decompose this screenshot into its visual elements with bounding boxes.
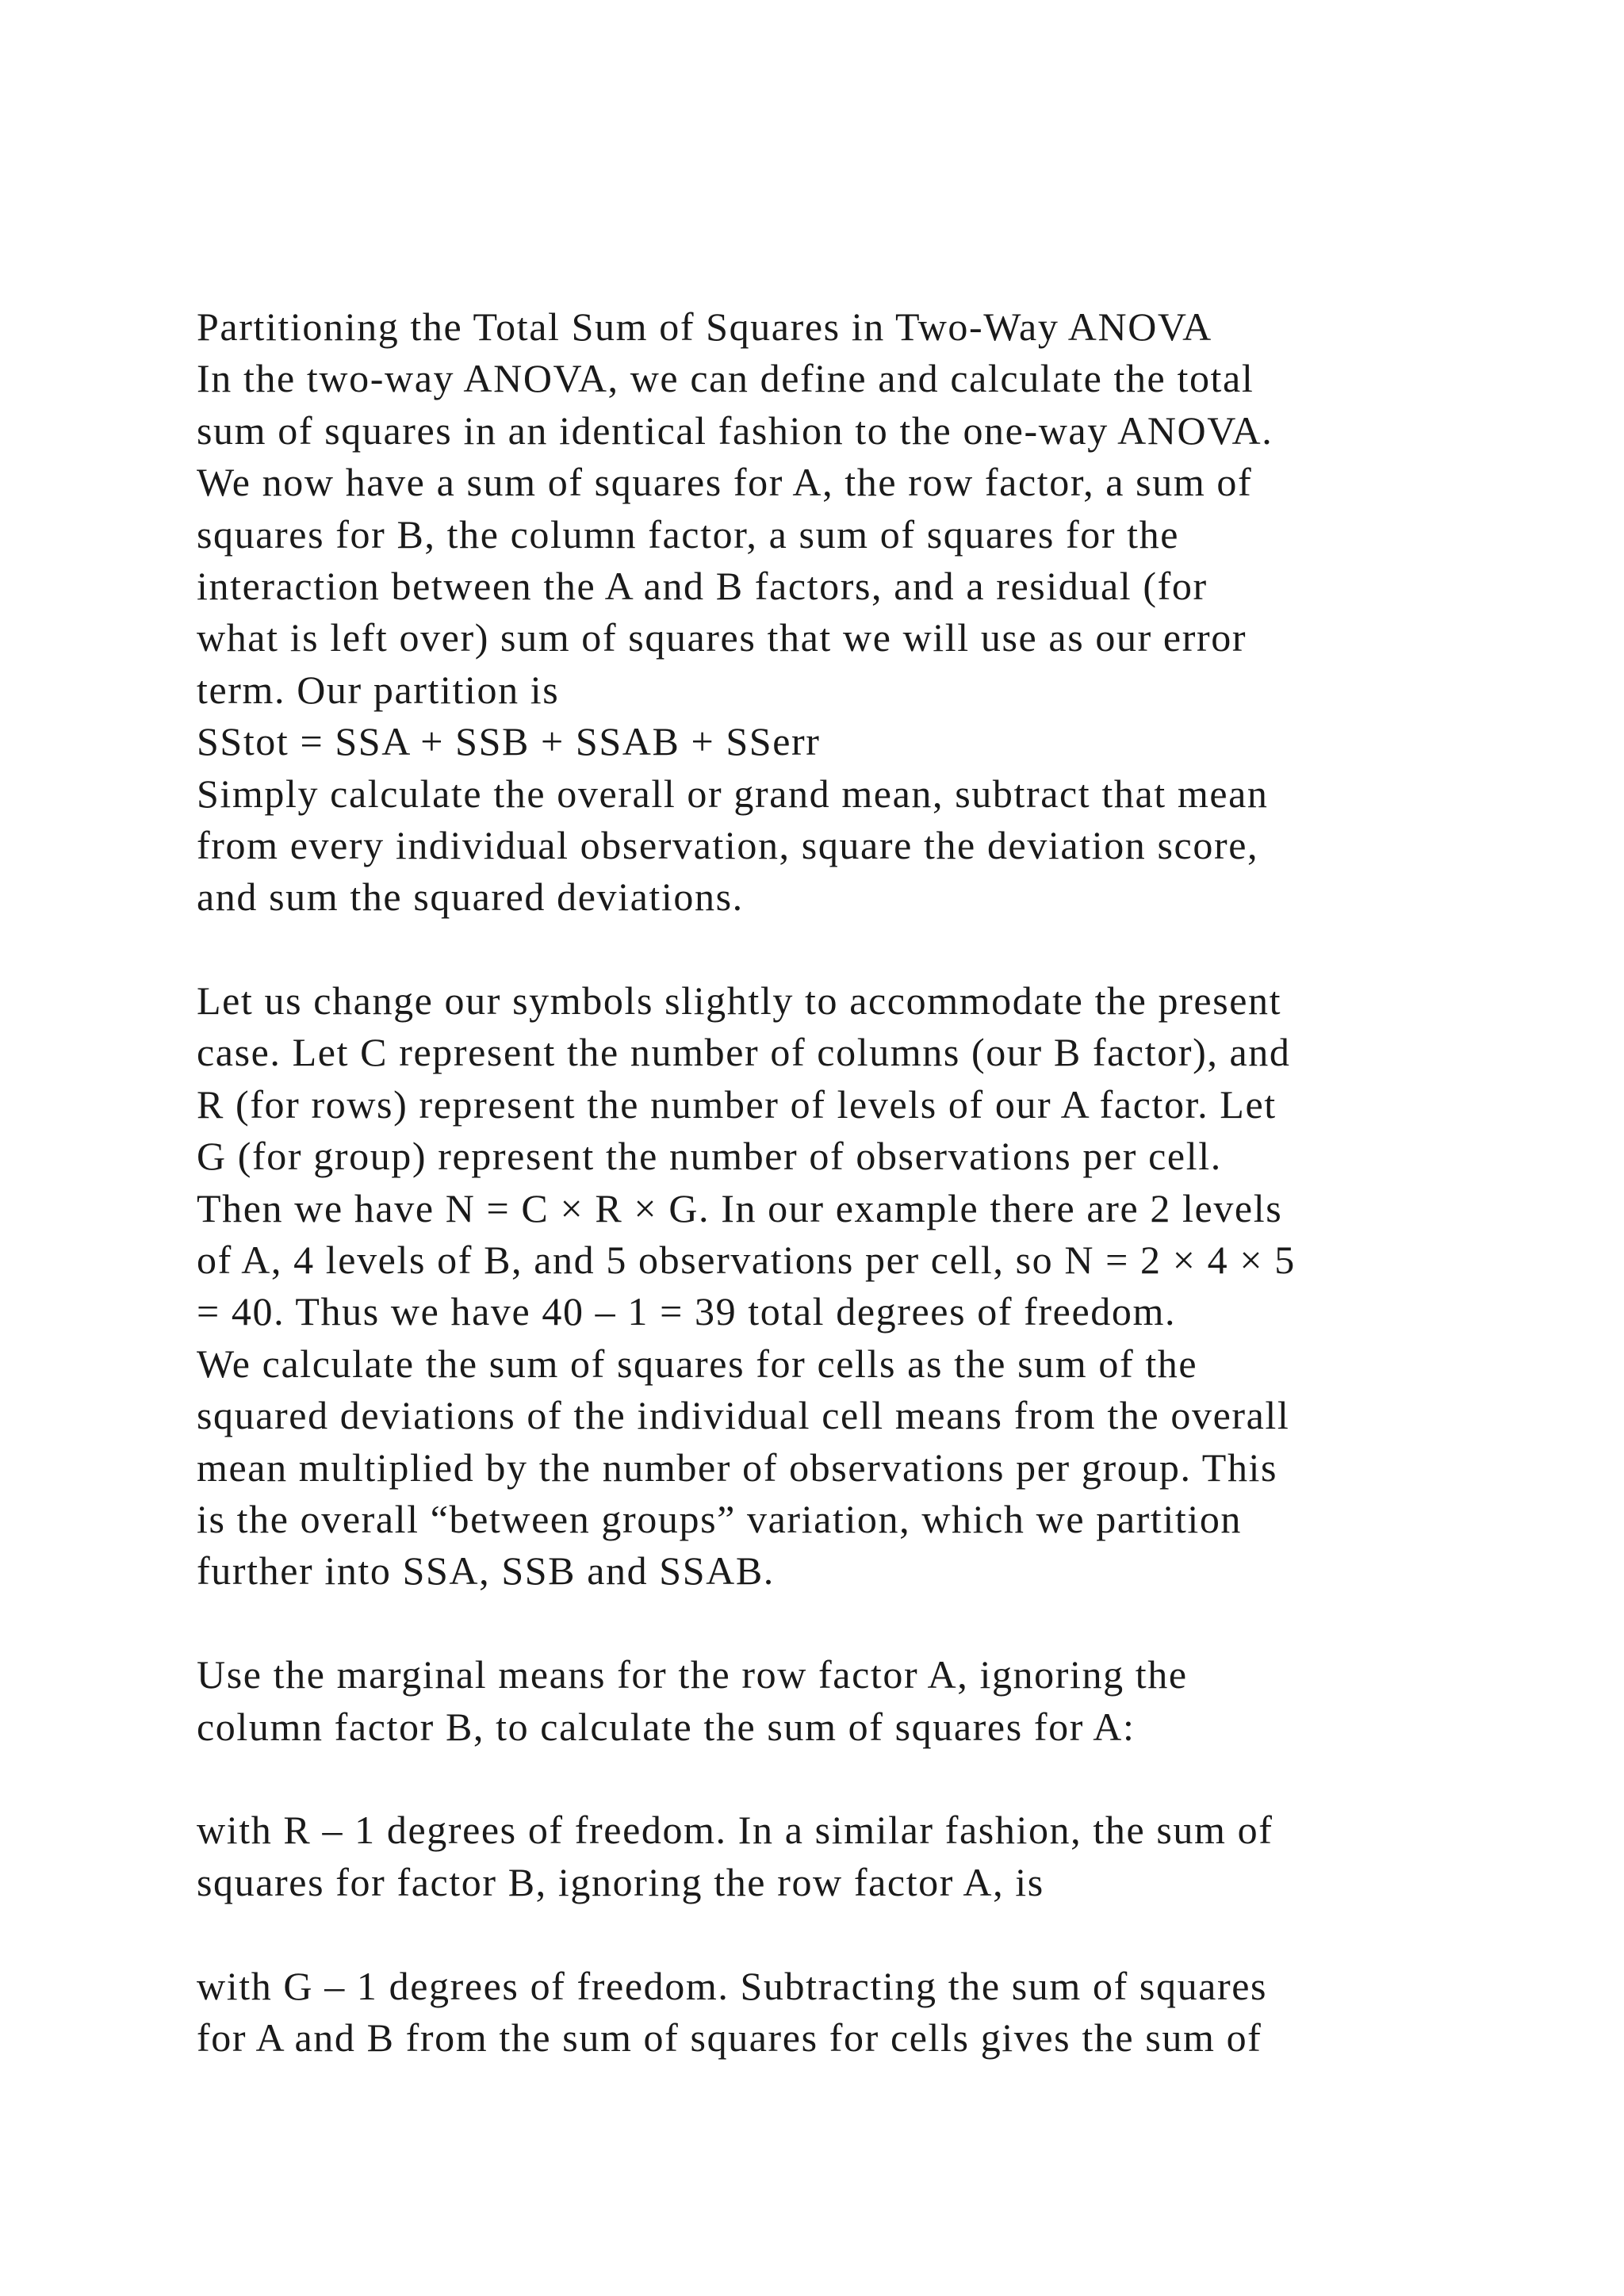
text-line: sum of squares in an identical fashion to the one-way ANOVA. <box>197 408 1274 453</box>
text-line: what is left over) sum of squares that we will use as our error <box>197 615 1247 660</box>
blank-line <box>197 1908 1465 1960</box>
text-line: = 40. Thus we have 40 – 1 = 39 total degrees of freedom. <box>197 1289 1177 1334</box>
text-line: term. Our partition is <box>197 667 560 712</box>
document-title: Partitioning the Total Sum of Squares in Two-Way ANOVA <box>197 304 1212 349</box>
text-line: G (for group) represent the number of observations per cell. <box>197 1134 1222 1179</box>
blank-line <box>197 1753 1465 1804</box>
text-line: further into SSA, SSB and SSAB. <box>197 1548 775 1594</box>
text-line: and sum the squared deviations. <box>197 874 744 920</box>
text-line: squares for factor B, ignoring the row factor A, is <box>197 1859 1044 1904</box>
text-line: with R – 1 degrees of freedom. In a similar fashion, the sum of <box>197 1808 1274 1853</box>
partition-formula: SStot = SSA + SSB + SSAB + SSerr <box>197 719 821 764</box>
blank-line <box>197 924 1465 975</box>
text-line: interaction between the A and B factors, and a residual (for <box>197 563 1208 608</box>
text-line: case. Let C represent the number of columns (our B factor), and <box>197 1030 1291 1075</box>
text-line: squares for B, the column factor, a sum of squares for the <box>197 511 1180 557</box>
text-line: R (for rows) represent the number of levels of our A factor. Let <box>197 1081 1277 1127</box>
document-body <box>197 301 1465 2064</box>
text-line: Then we have N = C × R × G. In our example there are 2 levels <box>197 1185 1283 1230</box>
text-line: Use the marginal means for the row factor A, ignoring the <box>197 1652 1188 1697</box>
text-line: is the overall “between groups” variation, which we partition <box>197 1496 1243 1541</box>
text-line: for A and B from the sum of squares for cells gives the sum of <box>197 2015 1262 2060</box>
text-line: In the two-way ANOVA, we can define and calculate the total <box>197 356 1254 401</box>
text-line: mean multiplied by the number of observations per group. This <box>197 1445 1278 1490</box>
text-line: column factor B, to calculate the sum of squares for A: <box>197 1704 1136 1749</box>
text-line: of A, 4 levels of B, and 5 observations per cell, so N = 2 × 4 × 5 <box>197 1238 1296 1283</box>
text-line: We now have a sum of squares for A, the row factor, a sum of <box>197 460 1253 505</box>
text-line: We calculate the sum of squares for cells as the sum of the <box>197 1341 1198 1386</box>
text-line: Let us change our symbols slightly to accommodate the present <box>197 978 1282 1024</box>
text-line: with G – 1 degrees of freedom. Subtracting the sum of squares <box>197 1963 1268 2008</box>
text-line: Simply calculate the overall or grand mean, subtract that mean <box>197 771 1269 816</box>
text-line: from every individual observation, square the deviation score, <box>197 822 1259 867</box>
text-line: squared deviations of the individual cell means from the overall <box>197 1393 1290 1438</box>
blank-line <box>197 1598 1465 1649</box>
